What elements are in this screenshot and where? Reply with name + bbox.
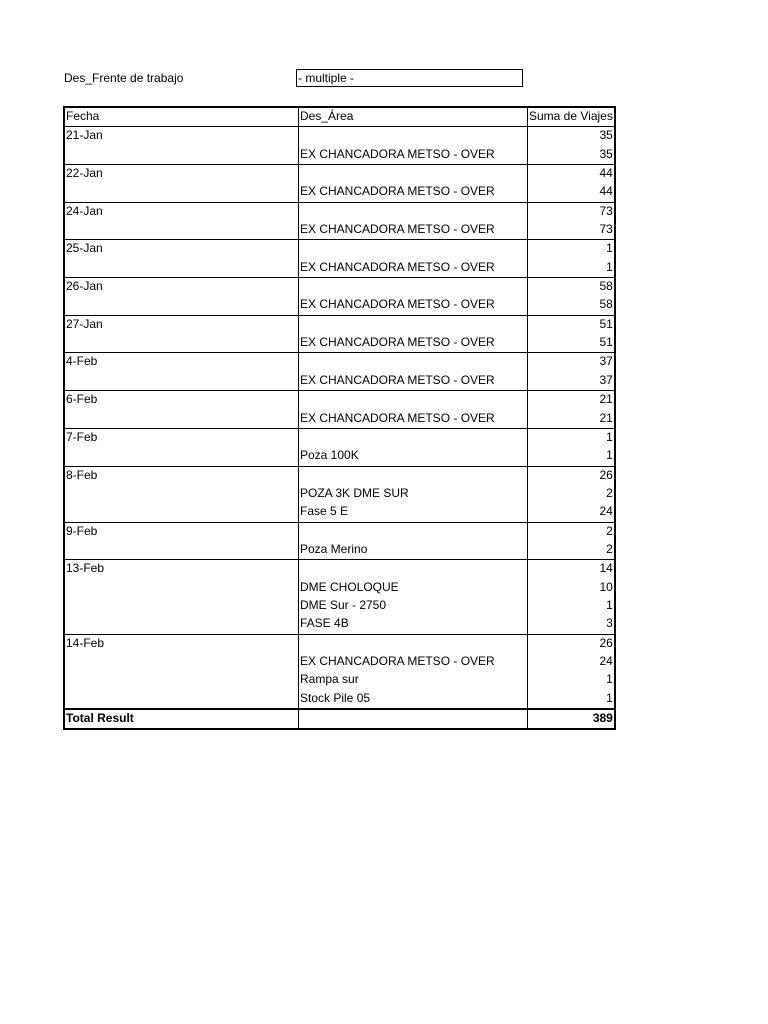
area-cell: EX CHANCADORA METSO - OVER — [299, 653, 528, 671]
value-cell: 10 — [599, 579, 613, 594]
area-detail-row — [64, 447, 615, 466]
total-result-row — [64, 709, 615, 729]
empty-area-cell — [299, 353, 528, 372]
empty-date-cell — [64, 372, 299, 391]
date-cell: 8-Feb — [64, 466, 299, 485]
area-cell: POZA 3K DME SUR — [299, 485, 528, 503]
area-detail-row — [64, 653, 615, 671]
empty-date-cell — [64, 653, 299, 671]
area-cell: EX CHANCADORA METSO - OVER — [299, 146, 528, 165]
filter-label: Des_Frente de trabajo — [64, 71, 184, 85]
empty-date-cell — [64, 447, 299, 466]
date-cell: 21-Jan — [64, 127, 299, 146]
header-row — [64, 107, 615, 127]
empty-area-cell — [299, 522, 528, 541]
empty-area-cell — [299, 466, 528, 485]
date-group-row — [64, 428, 615, 447]
area-detail-row — [64, 259, 615, 278]
empty-date-cell — [64, 146, 299, 165]
area-detail-row — [64, 296, 615, 315]
value-cell: 24 — [599, 504, 613, 519]
date-group-row — [64, 127, 615, 146]
area-detail-row — [64, 615, 615, 634]
empty-area-cell — [299, 391, 528, 410]
empty-date-cell — [64, 597, 299, 615]
group-total-cell: 21 — [528, 391, 615, 410]
area-cell: EX CHANCADORA METSO - OVER — [299, 221, 528, 240]
empty-date-cell — [64, 690, 299, 709]
area-cell: DME Sur - 2750 — [299, 597, 528, 615]
date-cell: 25-Jan — [64, 240, 299, 259]
empty-date-cell — [64, 671, 299, 689]
value-cell: 51 — [599, 335, 613, 350]
empty-date-cell — [64, 615, 299, 634]
value-cell: 2 — [606, 541, 613, 556]
date-cell: 4-Feb — [64, 353, 299, 372]
area-detail-row — [64, 579, 615, 597]
date-cell: 24-Jan — [64, 202, 299, 221]
area-detail-row — [64, 485, 615, 503]
date-group-row — [64, 278, 615, 297]
header-suma-label: Suma de Viajes — [529, 109, 613, 123]
area-cell: EX CHANCADORA METSO - OVER — [299, 334, 528, 353]
group-total-cell: 58 — [528, 278, 615, 297]
value-cell: 44 — [599, 184, 613, 199]
group-total-cell: 1 — [528, 240, 615, 259]
empty-date-cell — [64, 485, 299, 503]
total-result-label: Total Result — [64, 709, 299, 729]
empty-date-cell — [64, 541, 299, 560]
date-cell: 6-Feb — [64, 391, 299, 410]
empty-area-cell — [299, 634, 528, 653]
date-group-row — [64, 634, 615, 653]
area-cell: Poza Merino — [299, 541, 528, 560]
empty-date-cell — [64, 579, 299, 597]
value-cell: 37 — [599, 372, 613, 387]
group-total-cell: 35 — [528, 127, 615, 146]
area-cell: EX CHANCADORA METSO - OVER — [299, 372, 528, 391]
area-cell: Poza 100K — [299, 447, 528, 466]
area-cell: Rampa sur — [299, 671, 528, 689]
empty-area-cell — [299, 278, 528, 297]
empty-area-cell — [299, 315, 528, 334]
area-cell: Stock Pile 05 — [299, 690, 528, 709]
date-group-row — [64, 391, 615, 410]
area-cell: Fase 5 E — [299, 503, 528, 522]
value-cell: 35 — [599, 146, 613, 161]
area-cell: EX CHANCADORA METSO - OVER — [299, 296, 528, 315]
header-fecha[interactable]: Fecha — [64, 107, 299, 127]
group-total-cell: 2 — [528, 522, 615, 541]
date-cell: 22-Jan — [64, 165, 299, 184]
total-empty-cell — [299, 709, 528, 729]
date-group-row — [64, 240, 615, 259]
group-total-cell: 51 — [528, 315, 615, 334]
date-group-row — [64, 560, 615, 579]
value-cell: 2 — [606, 485, 613, 500]
header-des-area[interactable]: Des_Área — [299, 107, 528, 127]
empty-area-cell — [299, 428, 528, 447]
empty-date-cell — [64, 503, 299, 522]
value-cell: 24 — [599, 653, 613, 668]
area-detail-row — [64, 690, 615, 709]
area-detail-row — [64, 146, 615, 165]
date-group-row — [64, 202, 615, 221]
date-group-row — [64, 466, 615, 485]
header-suma-de-viajes[interactable] — [528, 107, 615, 127]
area-cell: EX CHANCADORA METSO - OVER — [299, 259, 528, 278]
date-group-row — [64, 353, 615, 372]
group-total-cell: 44 — [528, 165, 615, 184]
area-cell: DME CHOLOQUE — [299, 579, 528, 597]
area-detail-row — [64, 541, 615, 560]
value-cell: 3 — [606, 616, 613, 631]
date-cell: 13-Feb — [64, 560, 299, 579]
empty-area-cell — [299, 127, 528, 146]
group-total-cell: 73 — [528, 202, 615, 221]
group-total-cell: 37 — [528, 353, 615, 372]
empty-date-cell — [64, 221, 299, 240]
area-cell: EX CHANCADORA METSO - OVER — [299, 410, 528, 429]
value-cell: 1 — [606, 448, 613, 463]
group-total-cell: 26 — [528, 466, 615, 485]
value-cell: 1 — [606, 259, 613, 274]
value-cell: 21 — [599, 410, 613, 425]
empty-area-cell — [299, 202, 528, 221]
value-cell: 1 — [606, 690, 613, 705]
date-cell: 14-Feb — [64, 634, 299, 653]
area-detail-row — [64, 410, 615, 429]
group-total-cell: 26 — [528, 634, 615, 653]
date-cell: 9-Feb — [64, 522, 299, 541]
area-detail-row — [64, 671, 615, 689]
area-cell: FASE 4B — [299, 615, 528, 634]
total-result-value: 389 — [528, 709, 615, 729]
filter-value-dropdown[interactable]: - multiple - — [296, 69, 523, 87]
empty-date-cell — [64, 183, 299, 202]
empty-date-cell — [64, 410, 299, 429]
value-cell: 1 — [606, 597, 613, 612]
date-cell: 26-Jan — [64, 278, 299, 297]
area-detail-row — [64, 334, 615, 353]
group-total-cell: 1 — [528, 428, 615, 447]
empty-date-cell — [64, 259, 299, 278]
date-group-row — [64, 165, 615, 184]
area-detail-row — [64, 597, 615, 615]
value-cell: 58 — [599, 297, 613, 312]
area-cell: EX CHANCADORA METSO - OVER — [299, 183, 528, 202]
group-total-cell: 14 — [528, 560, 615, 579]
area-detail-row — [64, 372, 615, 391]
area-detail-row — [64, 183, 615, 202]
value-cell: 1 — [606, 672, 613, 687]
date-group-row — [64, 315, 615, 334]
date-group-row — [64, 522, 615, 541]
empty-area-cell — [299, 240, 528, 259]
empty-area-cell — [299, 560, 528, 579]
area-detail-row — [64, 221, 615, 240]
date-cell: 27-Jan — [64, 315, 299, 334]
empty-area-cell — [299, 165, 528, 184]
empty-date-cell — [64, 296, 299, 315]
date-cell: 7-Feb — [64, 428, 299, 447]
area-detail-row — [64, 503, 615, 522]
empty-date-cell — [64, 334, 299, 353]
value-cell: 73 — [599, 222, 613, 237]
pivot-table — [63, 106, 616, 730]
